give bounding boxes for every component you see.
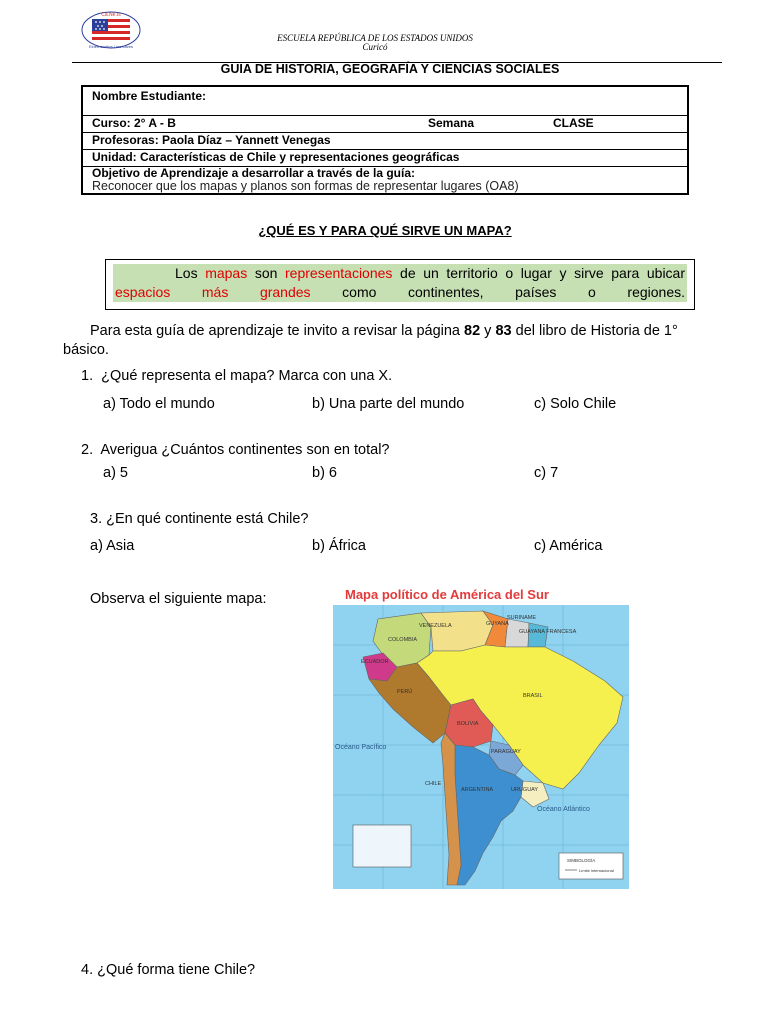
- label-guayana: GUAYANA FRANCESA: [519, 629, 577, 635]
- course-row: [83, 116, 687, 133]
- observe-label: Observa el siguiente mapa:: [90, 591, 267, 607]
- option-2a[interactable]: a) 5: [103, 465, 128, 481]
- school-city: Curicó: [362, 42, 388, 52]
- page-number-2: 83: [495, 323, 512, 339]
- class-label: CLASE: [553, 116, 594, 130]
- south-america-map: [333, 585, 629, 889]
- objective-label: Objetivo de Aprendizaje a desarrollar a través de la guía:: [92, 166, 416, 180]
- objective-row: [83, 167, 687, 193]
- student-info-table: [81, 85, 689, 195]
- logo-text-bottom: Eines sueltos Lies Laves: [88, 44, 134, 49]
- student-name-row[interactable]: [83, 87, 687, 116]
- map-legend: [559, 853, 623, 879]
- map-title: Mapa político de América del Sur: [345, 587, 549, 602]
- intro-text: y: [480, 323, 496, 339]
- question-text: Averigua ¿Cuántos continentes son en total?: [100, 442, 390, 458]
- question-number: 3.: [90, 511, 103, 527]
- label-venezuela: VENEZUELA: [419, 623, 452, 629]
- question-text: ¿En qué continente está Chile?: [106, 511, 309, 527]
- option-1b[interactable]: b) Una parte del mundo: [312, 396, 465, 412]
- section-title: ¿QUÉ ES Y PARA QUÉ SIRVE UN MAPA?: [258, 223, 512, 238]
- school-name: ESCUELA REPÚBLICA DE LOS ESTADOS UNIDOS: [277, 33, 473, 43]
- legend-item: Límite internacional: [579, 868, 614, 873]
- option-1a[interactable]: a) Todo el mundo: [103, 396, 215, 412]
- definition-part: de un territorio o lugar y sirve para ubicar: [392, 265, 686, 281]
- option-3a[interactable]: a) Asia: [90, 538, 135, 554]
- definition-text: [113, 264, 687, 302]
- option-1c[interactable]: c) Solo Chile: [534, 396, 617, 412]
- label-paraguay: PARAGUAY: [491, 749, 521, 755]
- guide-title: GUIA DE HISTORIA, GEOGRAFÍA Y CIENCIAS SOCIALES: [220, 62, 560, 76]
- label-pacific: Océano Pacífico: [335, 744, 387, 751]
- week-label: Semana: [428, 116, 475, 130]
- label-guyana: GUYANA: [486, 621, 509, 627]
- label-colombia: COLOMBIA: [388, 637, 418, 643]
- definition-part: como continentes, países o regiones.: [310, 284, 686, 300]
- page-number-1: 82: [464, 323, 481, 339]
- label-bolivia: BOLIVIA: [457, 721, 479, 727]
- question-text: ¿Qué representa el mapa? Marca con una X.: [101, 368, 393, 384]
- label-uruguay: URUGUAY: [511, 787, 539, 793]
- course-label: Curso: 2° A - B: [92, 116, 176, 130]
- objective-text: Reconocer que los mapas y planos son formas de representar lugares (OA8): [92, 179, 519, 193]
- logo-text-top: Ca.Ne.Is: [101, 12, 121, 18]
- legend-title: SIMBOLOGÍA: [567, 858, 596, 863]
- unit-row: [83, 150, 687, 167]
- label-suriname: SURINAME: [507, 615, 537, 621]
- teachers-label: Profesoras: Paola Díaz – Yannett Venegas: [92, 133, 331, 147]
- question-number: 2.: [81, 442, 94, 458]
- label-chile: CHILE: [425, 781, 442, 787]
- option-2b[interactable]: b) 6: [312, 465, 337, 481]
- question-number: 1.: [81, 368, 94, 384]
- question-1: [81, 368, 392, 384]
- school-header: [240, 34, 510, 52]
- school-logo: [80, 8, 142, 52]
- intro-text: del libro de Historia de 1° básico.: [63, 323, 678, 358]
- map-inset: [353, 825, 411, 867]
- definition-keyword-representaciones: representaciones: [285, 265, 393, 281]
- question-3: [90, 511, 308, 527]
- label-peru: PERÚ: [397, 689, 413, 695]
- unit-label: Unidad: Características de Chile y representaciones geográficas: [92, 150, 460, 164]
- label-argentina: ARGENTINA: [461, 787, 494, 793]
- definition-part: son: [247, 265, 286, 281]
- question-text: ¿Qué forma tiene Chile?: [97, 962, 256, 978]
- definition-part: Los: [175, 265, 206, 281]
- intro-paragraph: [63, 322, 703, 360]
- teachers-row: [83, 133, 687, 150]
- intro-text: Para esta guía de aprendizaje te invito a revisar la página: [90, 323, 465, 339]
- label-ecuador: ECUADOR: [361, 659, 389, 665]
- guayana-shape: [528, 623, 548, 647]
- definition-keyword-mapas: mapas: [205, 265, 248, 281]
- option-2c[interactable]: c) 7: [534, 465, 559, 481]
- question-2: [81, 442, 389, 458]
- question-4: [81, 962, 255, 978]
- definition-keyword-espacios: espacios más grandes: [115, 284, 311, 300]
- label-atlantic: Océano Atlántico: [537, 806, 590, 813]
- definition-box: [105, 259, 695, 310]
- label-brasil: BRASIL: [523, 693, 543, 699]
- student-name-label: Nombre Estudiante:: [92, 89, 207, 103]
- option-3b[interactable]: b) África: [312, 538, 366, 554]
- option-3c[interactable]: c) América: [534, 538, 603, 554]
- question-number: 4.: [81, 962, 94, 978]
